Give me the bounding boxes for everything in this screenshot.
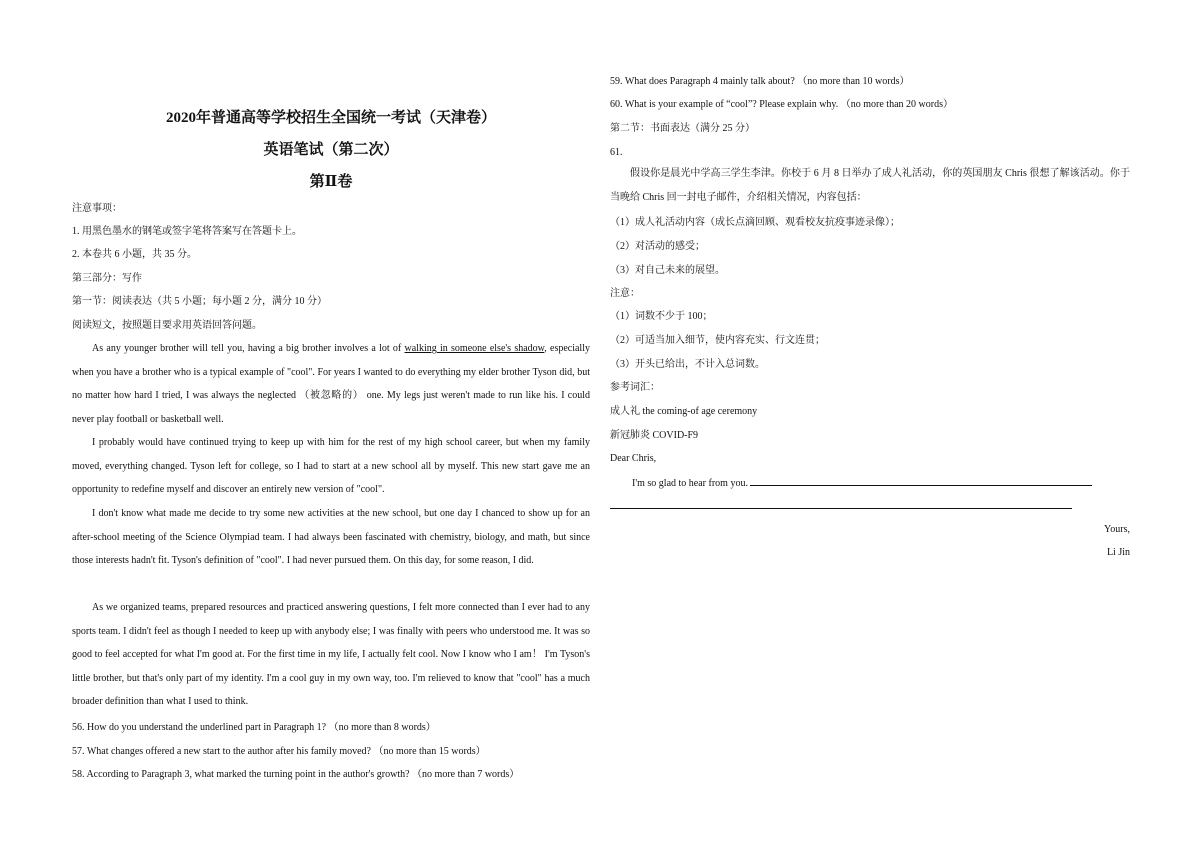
- volume-title: 第Ⅱ卷: [309, 174, 353, 190]
- answer-line: [750, 476, 1092, 486]
- section-heading: 第一节：阅读表达（共 5 小题；每小题 2 分，满分 10 分）: [72, 296, 327, 307]
- letter-greeting: Dear Chris,: [610, 453, 657, 464]
- exam-subtitle: 英语笔试（第二次）: [263, 142, 399, 158]
- question-60: 60. What is your example of “cool”? Please explain why. （no more than 20 words）: [610, 99, 953, 110]
- notice-heading: 注意：: [610, 288, 640, 299]
- paragraph-1-text-end: , especially when you have a brother who is a typical example of "cool". For years I wanted to do everything my elder brother Tyson did, but no matter how hard I tried, I was always the neglected （被忽略的） one. My legs just weren't made to run like his. I could never play football or basketball well.: [72, 343, 590, 425]
- question-58: 58. According to Paragraph 3, what marked the turning point in the author's growth? （no more than 7 words）: [72, 769, 520, 780]
- letter-opening-line: [632, 476, 1092, 491]
- question-57: 57. What changes offered a new start to the author after his family moved? （no more than 15 words）: [72, 746, 486, 757]
- vocab-item: 新冠肺炎 COVID-F9: [610, 430, 699, 441]
- writing-prompt: 假设你是晨光中学高三学生李津。你校于 6 月 8 日举办了成人礼活动，你的英国朋友 Chris 很想了解该活动。你于当晚给 Chris 回一封电子邮件，介绍相关情况，内容包括：: [610, 168, 1130, 203]
- note-item: 2. 本卷共 6 小题，共 35 分。: [72, 249, 197, 260]
- answer-line: [610, 508, 1072, 509]
- paragraph-1-text: As any younger brother will tell you, having a big brother involves a lot of: [92, 343, 405, 354]
- note-item: 1. 用黑色墨水的钢笔或签字笔将答案写在答题卡上。: [72, 226, 302, 237]
- notice-item: （2）可适当加入细节，使内容充实、行文连贯；: [610, 335, 825, 346]
- letter-closing: Yours,: [1104, 524, 1130, 535]
- notice-item: （3）开头已给出，不计入总词数。: [610, 359, 765, 370]
- vocab-item: 成人礼 the coming-of age ceremony: [610, 406, 758, 417]
- question-61-number: 61.: [610, 147, 623, 158]
- paragraph-4: As we organized teams, prepared resources and practiced answering questions, I felt more connected than I ever had to any sports team. I didn't feel as though I needed to keep up with anybody else; I was finally with peers who understood me. It was so good to feel accepted for what I'm good at. For the first time in my life, I actually felt cool. Now I know who I am！ I'm Tyson's little brother, but that's only part of my identity. I'm a cool guy in my own way, too. I'm relieved to know that "cool" has a much broader definition than what I used to think.: [72, 602, 590, 708]
- paragraph-3: I don't know what made me decide to try some new activities at the new school, but one day I chanced to show up for an after-school meeting of the Science Olympiad team. I had always been fascinated with chemistry, biology, and math, but since those interests hadn't fit. Tyson's definition of "cool". I had never pursued them. On this day, for some reason, I did.: [72, 508, 590, 567]
- exam-title: 2020年普通高等学校招生全国统一考试（天津卷）: [165, 110, 496, 126]
- content-point: （1）成人礼活动内容（成长点滴回顾、观看校友抗疫事迹录像）；: [610, 217, 900, 228]
- instruction: 阅读短文，按照题目要求用英语回答问题。: [72, 320, 262, 331]
- letter-signature: Li Jin: [1106, 547, 1130, 558]
- notes-heading: 注意事项：: [72, 203, 122, 214]
- content-point: （3）对自己未来的展望。: [610, 265, 725, 276]
- paragraph-2: I probably would have continued trying to keep up with him for the rest of my high school career, but when my family moved, everything changed. Tyson left for college, so I had to start at a new school all by myself. This new start gave me an opportunity to redefine myself and discover an entirely new version of "cool".: [72, 437, 590, 496]
- underlined-phrase: walking in someone else's shadow: [404, 343, 545, 354]
- vocab-heading: 参考词汇：: [610, 382, 660, 393]
- question-59: 59. What does Paragraph 4 mainly talk about? （no more than 10 words）: [610, 76, 910, 87]
- writing-section-heading: 第二节：书面表达（满分 25 分）: [610, 123, 755, 134]
- content-point: （2）对活动的感受；: [610, 241, 705, 252]
- question-56: 56. How do you understand the underlined part in Paragraph 1? （no more than 8 words）: [72, 722, 436, 733]
- paragraph-1: [72, 337, 590, 431]
- letter-opening: I'm so glad to hear from you.: [632, 478, 748, 489]
- part-heading: 第三部分：写作: [72, 273, 142, 284]
- notice-item: （1）词数不少于 100；: [610, 311, 713, 322]
